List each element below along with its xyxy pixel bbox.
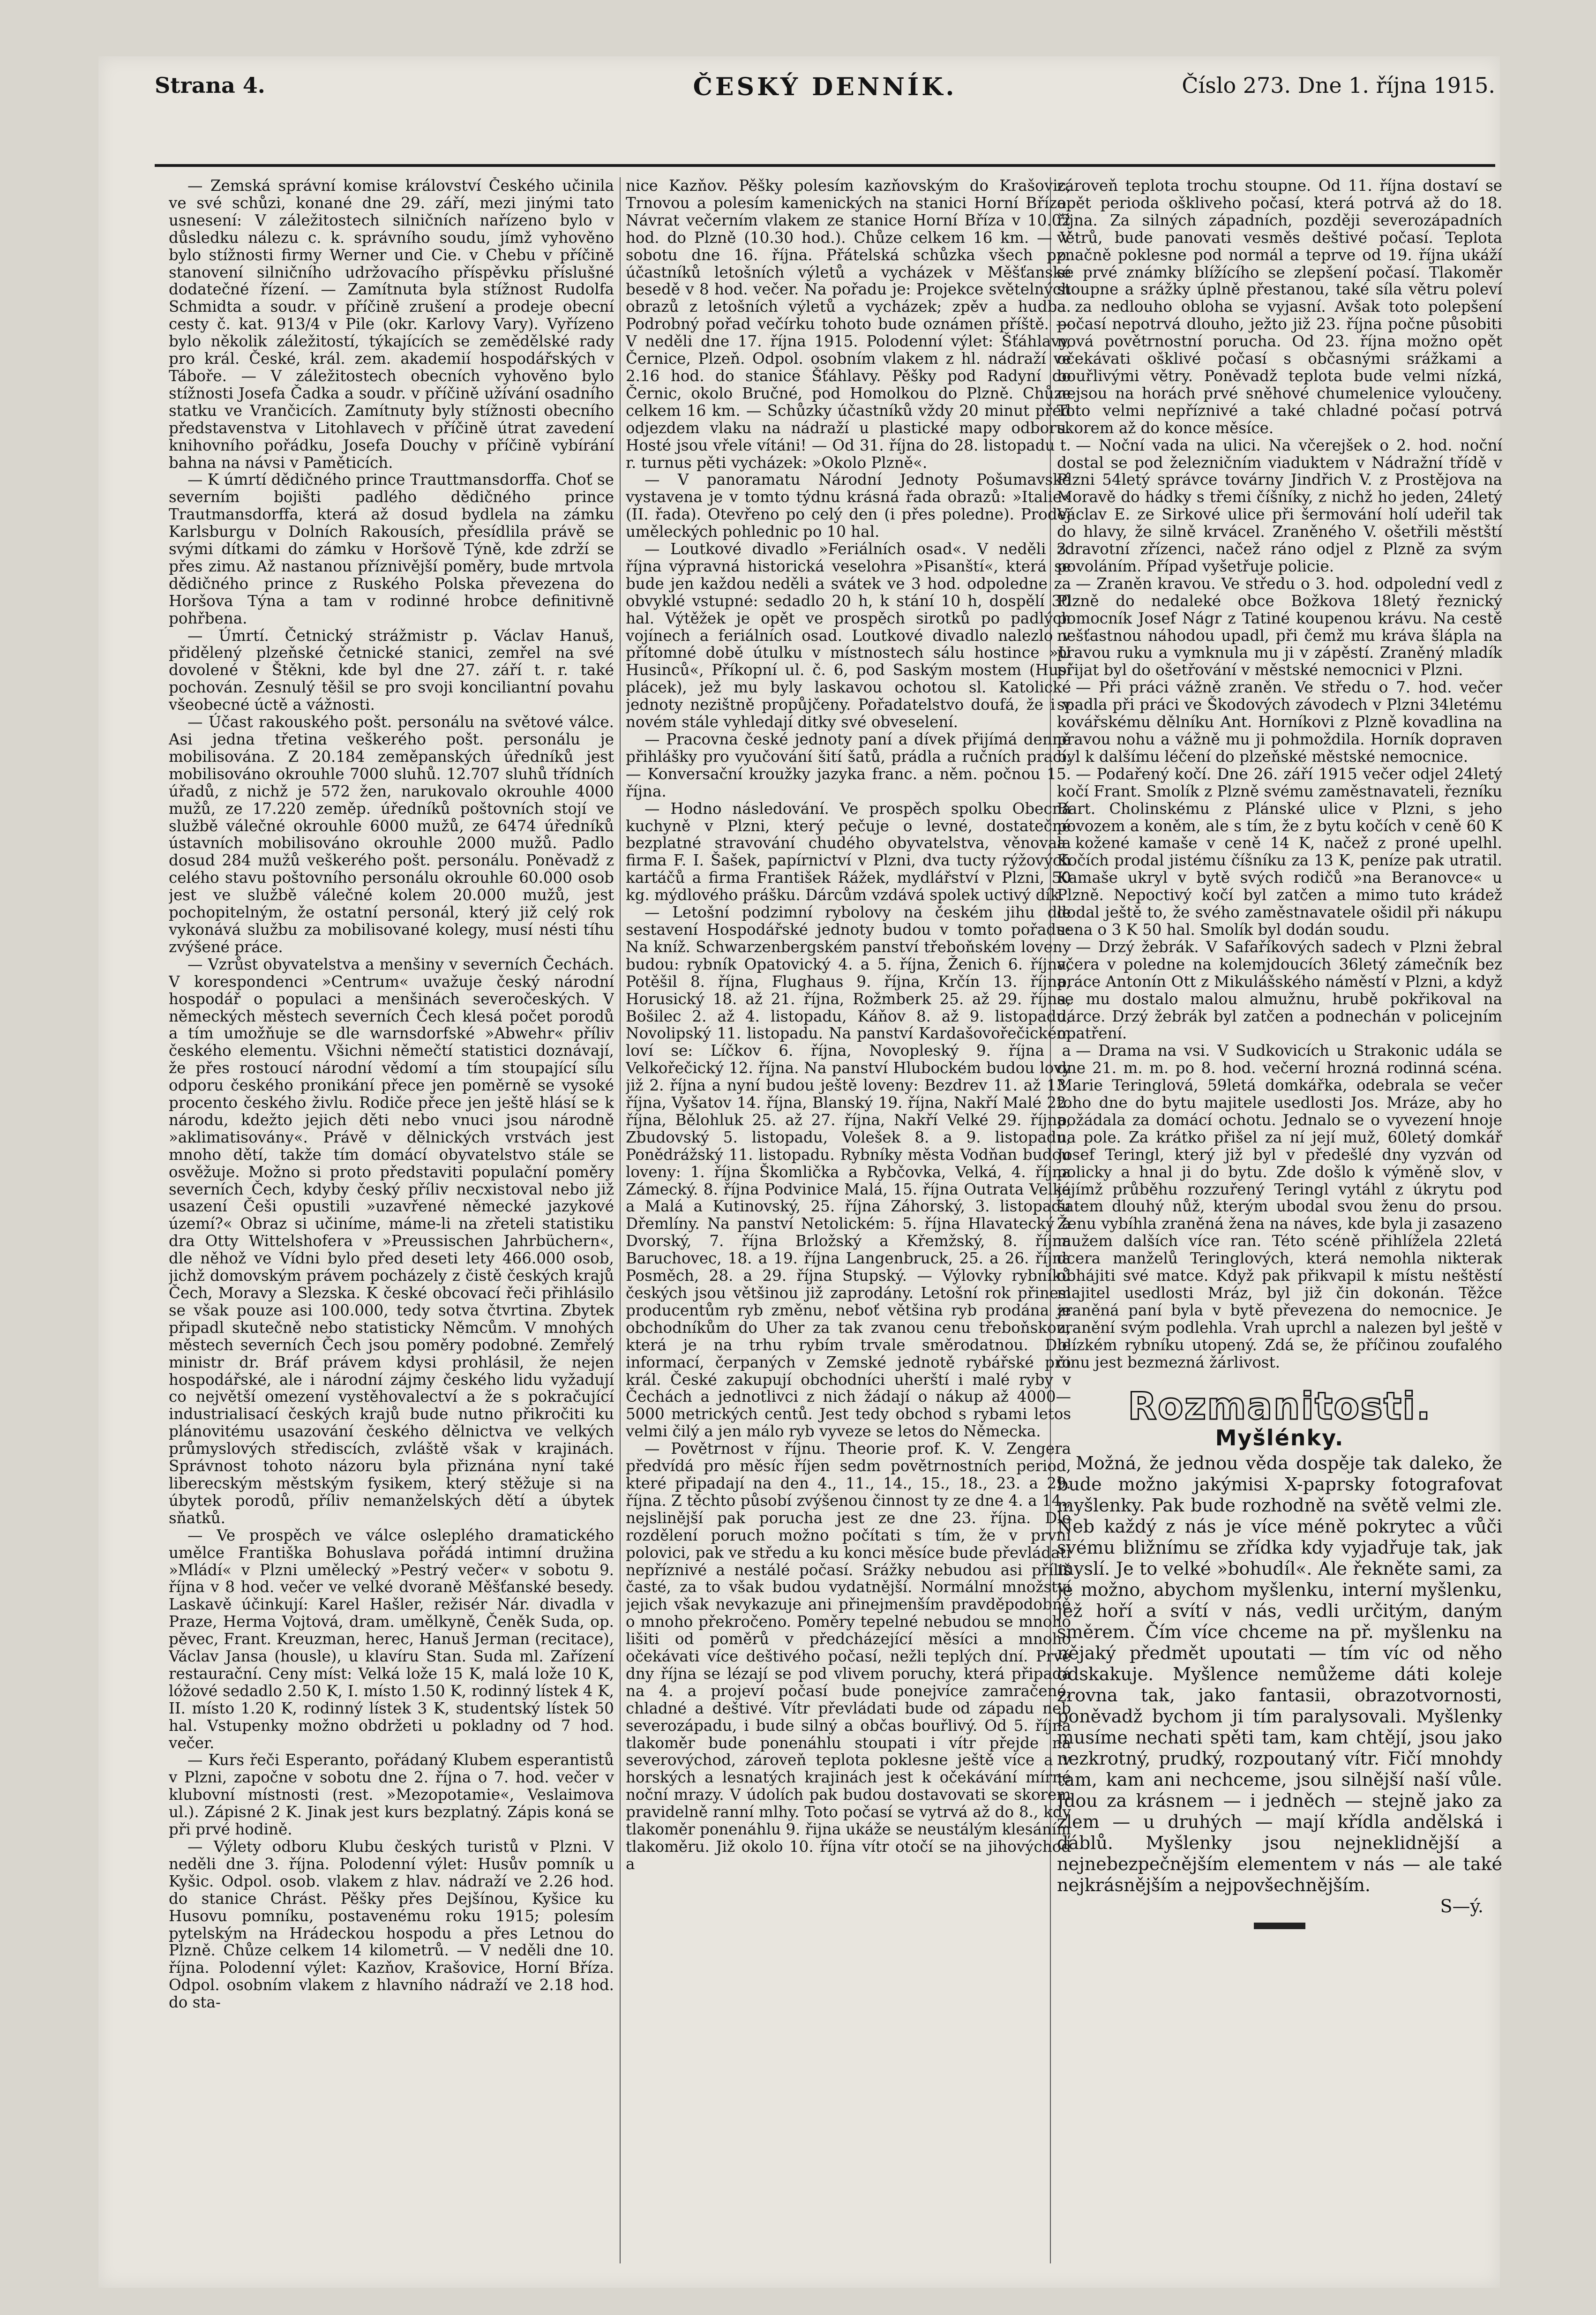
article-pracovna: — Pracovna české jednoty paní a dívek přijímá denně přihlášky pro vyučování šití šatů, prádla a ručních prací. — Konversační kroužky jazyka franc. a něm. počnou 15. října. — [626, 730, 1071, 800]
article-loutkove-divadlo: — Loutkové divadlo »Feriálních osad«. V neděli 3. října výpravná historická veselohra »Pisanští«, která se bude jen každou neděli a svátek ve 3 hod. odpoledne za obvyklé vstupné: sedadlo 20 h, k stání 10 h, dospělí 30 hal. Výtěžek je opět ve prospěch sirotků po padlých vojínech a feriálních osad. Loutkové divadlo nalezlo v přítomné době útulku v místnostech sálu hostince »U Husinců«, Příkopní ul. č. 6, pod Saským mostem (Husí plácek), jež mu byly laskavou ochotou sl. Katolické jednoty nezištně propůjčeny. Pořadatelstvo doufá, že i v novém stále vyhledají ditky své obveselení. — [626, 540, 1071, 731]
article-drzy-zebrak: — Drzý žebrák. V Safaříkových sadech v Plzni žebral včera v poledne na kolemjdoucích 36letý zámečník bez práce Antonín Ott z Mikulášského náměstí v Plzni, a když se mu dostalo malou almužnu, hrubě pokřikoval na dárce. Drzý žebrák byl zatčen a podnechán v policejním opatření. — [1057, 938, 1502, 1043]
column-divider — [620, 177, 621, 2263]
article-post-personal: — Účast rakouského pošt. personálu na světové válce. Asi jedna třetina veškerého pošt. personálu je mobilisována. Z 20.184 zeměpanských úředníků jest mobilisováno okrouhle 7000 sluhů. 12.707 sluhů třídních úřadů, z nichž je 572 žen, narukovalo okrouhle 4000 mužů, ze 17.220 zeměp. úředníků poštovních stojí ve službě válečné okrouhle 6000 mužů, ze 6474 úředníků ústavních mobilisováno okrouhle 2000 mužů. Padlo dosud 284 mužů veškerého pošt. personálu. Poněvadž z celého stavu poštovního personálu okrouhle 60.000 osob jest ve službě válečné kolem 20.000 mužů, jest pochopitelným, že ostatní personál, který již celý rok vykonává službu za mobilisované kolegy, musí nésti tíhu zvýšené práce. — [169, 713, 614, 956]
article-rybolovy: — Letošní podzimní rybolovy na českém jihu dle sestavení Hospodářské jednoty budou v tomto pořadu: Na kníž. Schwarzenbergském panství třeboňském loveny budou: rybník Opatovický 4. a 5. října, Ženich 6. října, Potěšil 8. října, Flughaus 9. října, Krčín 13. října, Horusický 18. až 21. října, Rožmberk 25. až 29. října, Bošilec 2. až 4. listopadu, Káňov 8. až 9. listopadu, Novolipský 11. listopadu. Na panství Kardašovořečickém loví se: Líčkov 6. října, Novopleský 9. října a Velkořečický 12. října. Na panství Hlubockém budou lovy již 2. října a nyní budou ještě loveny: Bezdrev 11. až 13. října, Vyšatov 14. října, Blanský 19. října, Nakří Malé 22. října, Bělohluk 25. až 27. října, Nakří Velké 29. října, Zbudovský 5. listopadu, Volešek 8. a 9. listopadu, Ponědrážský 11. listopadu. Rybníky města Vodňan budou loveny: 1. října Škomlička a Rybčovka, Velká, 4. října Zámecký. 8. října Podvinice Malá, 15. října Outrata Velká a Malá a Kutinovský, 25. října Záhorský, 3. listopadu Dřemlíny. Na panství Netolickém: 5. října Hlavatecký a Dvorský, 7. října Brložský a Křemžský, 8. října Baruchovec, 18. a 19. října Langenbruck, 25. a 26. října Posměch, 28. a 29. října Stupský. — Výlovky rybníků českých jsou většinou již zaprodány. Letošní rok přinesl producentům ryb změnu, neboť většina ryb prodána je obchodníkům do Uher za tak zvanou cenu třeboňskou, která je na trhu rybím trvale směrodatnou. Dle informací, čerpaných v Zemské jednotě rybářské pro král. České zakupují obchodníci uherští i malé ryby v Čechách a jednotlivci z nich žádají o nákup až 4000—5000 metrických centů. Jest tedy obchod s rybami letos velmi čilý a jen málo ryb vyveze se letos do Německa. — [626, 903, 1071, 1441]
page-number: Strana 4. — [155, 73, 265, 98]
column-2 — [626, 177, 1071, 2263]
column-3 — [1057, 177, 1502, 2263]
article-hodno-nasledovani: — Hodno následování. Ve prospěch spolku Obecná kuchyně v Plzni, který pečuje o levné, dostatečné bezplatné stravování chudého obyvatelstva, věnovala firma F. I. Šašek, papírnictví v Plzni, dva tucty rýžových kartáčů a firma František Rážek, mydlářství v Plzni, 50 kg. mýdlového prášku. Dárcům vzdává spolek uctivý dík. — [626, 799, 1071, 904]
article-bohuslav-vecer: — Ve prospěch ve válce osleplého dramatického umělce Františka Bohuslava pořádá intimní družina »Mládí« v Plzni umělecký »Pestrý večer« v sobotu 9. října v 8 hod. večer ve velké dvoraně Měšťanské besedy. Laskavě účinkují: Karel Hašler, režisér Nár. divadla v Praze, Herma Vojtová, dram. umělkyně, Čeněk Suda, op. pěvec, Frant. Kreuzman, herec, Hanuš Jerman (recitace), Václav Jansa (housle), u klavíru Stan. Suda ml. Zařízení restaurační. Ceny míst: Velká lože 15 K, malá lože 10 K, lóžové sedadlo 2.50 K, I. místo 1.50 K, rodinný lístek 4 K, II. místo 1.20 K, rodinný lístek 3 K, studentský lístek 50 hal. Vstupenky možno obdržeti u pokladny od 7 hod. večer. — [169, 1526, 614, 1752]
rozmanitosti-subtitle: Myšlénky. — [1215, 1425, 1344, 1451]
article-nocni-vada: — Noční vada na ulici. Na včerejšek o 2. hod. noční dostal se pod železničním viaduktem v Nádražní třídě v Plzni 54letý správce továrny Jindřich V. z Prostějova na Moravě do hádky s třemi číšníky, z nichž ho jeden, 24letý Václav E. ze Sirkové ulice při šermování holí udeřil tak do hlavy, že silně krvácel. Zraněného V. ošetřili městští zdravotní zřízenci, načež ráno odjel z Plzně za svým povoláním. Případ vyšetřuje policie. — [1057, 436, 1502, 575]
header-rule — [155, 164, 1495, 167]
article-drama-na-vsi: — Drama na vsi. V Sudkovicích u Strakonic udála se dne 21. m. m. po 8. hod. večerní hrozná rodinná scéna. Marie Teringlová, 59letá domkářka, odebrala se večer toho dne do bytu majitele usedlosti Jos. Mráze, aby ho požádala za domácí ochotu. Jednalo se o vyvezení hnoje na pole. Za krátko přišel za ní její muž, 60letý domkář Josef Teringl, který již byl v předešlé dny vyzván od policky a hnal ji do bytu. Zde došlo k výměně slov, v jejímž průběhu rozzuřený Teringl vytáhl z úkrytu pod šatem dlouhý nůž, kterým ubodal svou ženu do prsou. Ženu vybíhla zraněná žena na náves, kde byla ji zasazeno mužem dalších více ran. Této scéně přihlížela 22letá dcera manželů Teringlových, která nemohla nikterak obhájiti své matce. Když pak přikvapil k místu neštěstí majitel usedlosti Mráz, byl již čin dokonán. Těžce zraněná paní byla v bytě převezena do nemocnice. Je zranění svým podlehla. Vrah uprchl a nalezen byl ještě v blízkém rybníku utopený. Zdá se, že příčinou zoufalého činu jest bezmezná žárlivost. — [1057, 1042, 1502, 1371]
article-umrti: — Úmrtí. Četnický strážmistr p. Václav Hanuš, přidělený plzeňské četnické stanici, zemřel na své dovolené v Štěkni, kde byl dne 27. září t. r. také pochován. Zesnulý těšil se pro svoji konciliantní povahu všeobecné úctě a vážnosti. — [169, 626, 614, 714]
article-pri-praci: — Při práci vážně zraněn. Ve středu o 7. hod. večer spadla při práci ve Škodových závodech v Plzni 34letému kovářskému dělníku Ant. Horníkovi z Plzně kovadlina na pravou nohu a vážně mu ji pohmoždila. Horník dopraven byl k dalšímu léčení do plzeňské městské nemocnice. — [1057, 678, 1502, 766]
article-povetrnost-continued: zároveň teplota trochu stoupne. Od 11. října dostaví se opět perioda oškliveho počasí, která potrvá až do 18. října. Za silných západních, později severozápadních větrů, bude panovati vesměs deštivé počasí. Teplota značně poklesne pod normál a teprve od 19. října ukáží se prvé známky blížícího se zlepšení počasí. Tlakoměr stoupne a srážky úplně přestanou, také síla větru poleví a za nedlouho obloha se vyjasní. Avšak toto polepšení počasí nepotrvá dlouho, ježto již 23. října počne působiti nová povětrnostní porucha. Od 23. října možno opět očekávati ošklivé počasí s občasnými srážkami a bouřlivými větry. Poněvadž teplota bude velmi nízká, nejsou na horách prvé sněhové chumelenice vyloučeny. Toto velmi nepříznivé a také chladné počasí potrvá skorem až do konce měsíce. — [1057, 177, 1502, 437]
newspaper-title: ČESKÝ DENNÍK. — [693, 73, 957, 101]
rozmanitosti-section — [1057, 1385, 1502, 1930]
column-1 — [169, 177, 614, 2263]
article-povetrnost: — Povětrnost v říjnu. Theorie prof. K. V. Zengera předvídá pro měsíc říjen sedm povětrnostních period, které připadají na den 4., 11., 14., 15., 18., 23. a 29. října. Z těchto působí zvýšenou činnost ty ze dne 4. a 14., nejslinější pak porucha jest ze dne 23. října. Dle rozdělení poruch možno počítati s tím, že v první polovici, pak ve středu a ku konci měsíce bude převládati nepříznivé a nestálé počasí. Srážky nebudou asi příliš časté, za to však budou vydatnější. Normální množství jejich však nevykazuje ani přinejmenším pravděpodobně o mnoho překročeno. Poměry tepelné nebudou se mnoho lišiti od poměrů v předcházející měsíci a mnoho očekávati více deštivého počasí, nežli teplých dní. Prvé dny října se lézají se pod vlivem poruchy, která připadá na 4. a projeví počasí bude ponejvíce zamračené, chladné a deštivé. Vítr převládati bude od západu neb severozápadu, i bude silný a občas bouřlivý. Od 5. října tlakoměr bude ponenáhlu stoupati i vítr přejde na severovýchod, zároveň teplota poklesne ještě více a v horských a lesnatých krajinách jest k očekávání mírné noční mrazy. V údolích pak budou dostavovati se skorem pravidelně ranní mlhy. Toto počasí se vytrvá až do 8., kdy tlakoměr ponenáhlu 9. řijna ukáže se neustálým klesáním tlakoměru. Již okolo 10. října vítr otočí se na jihovýchod a — [626, 1440, 1071, 1873]
rozmanitosti-signature: S—ý. — [1440, 1896, 1484, 1917]
article-podareny-koci: — Podařený kočí. Dne 26. září 1915 večer odjel 24letý kočí Frant. Smolík z Plzně svému zaměstnavateli, řezníku Bart. Cholinskému z Plánské ulice v Plzni, s jeho povozem a koněm, ale s tím, že z bytu kočích v ceně 60 K a kožené kamaše v ceně 14 K, načež z proné upelhl. Kočích prodal jistému číšníku za 13 K, peníze pak utratil. Kamaše ukryl v bytě svých rodičů »na Beranovce« u Plzně. Nepoctivý kočí byl zatčen a mimo tuto krádež dodal ještě to, že svého zaměstnavatele ošidil při nákupu sena o 3 K 50 hal. Smolík byl dodán soudu. — [1057, 765, 1502, 939]
article-vylety-kct: — Výlety odboru Klubu českých turistů v Plzni. V neděli dne 3. října. Polodenní výlet: Husův pomník u Kyšic. Odpol. osob. vlakem z hlav. nádraží ve 2.26 hod. do stanice Chrást. Pěšky přes Dejšínou, Kyšice ku Husovu pomníku, postavenému roku 1915; polesím pytelským na Hrádeckou hospodu a přes Letnou do Plzně. Chůze celkem 14 kilometrů. — V neděli dne 10. října. Polodenní výlet: Kazňov, Krašovice, Horní Bříza. Odpol. osobním vlakem z hlavního nádraží ve 2.18 hod. do sta- — [169, 1838, 614, 2012]
issue-date: Číslo 273. Dne 1. října 1915. — [1182, 73, 1495, 98]
rozmanitosti-title: Rozmanitosti. — [1128, 1384, 1431, 1428]
article-panorama: — V panoramatu Národní Jednoty Pošumavské vystavena je v tomto týdnu krásná řada obrazů: »Italie« (II. řada). Otevřeno po celý den (i přes poledne). Prodej uměleckých pohlednic po 10 hal. — [626, 471, 1071, 541]
article-umrti-prince: — K úmrtí dědičného prince Trauttmansdorffa. Choť se severním bojišti padlého dědičného prince Trautmansdorffa, která až dosud bydlela na zámku Karlsburgu v Dolních Rakousích, přesídlila právě se svými dítkami do zámku v Horšově Týně, kde zdrží se přes zimu. Až nastanou příznivější poměry, bude mrtvola dědičného prince z Ruského Polska převezena do Horšova Týna a tam v rodinné hrobce definitivně pohřbena. — [169, 471, 614, 627]
rozmanitosti-text: Možná, že jednou věda dospěje tak daleko, že bude možno jakýmisi X-paprsky fotografovat myšlenky. Pak bude rozhodně na světě velmi zle. Neb každý z nás je více méně pokrytec a vůči svému bližnímu se zřídka kdy vyjadřuje tak, jak myslí. Je to velké »bohudíl«. Ale řekněte sami, za je možno, abychom myšlenku, interní myšlenku, jež hoří a svítí v nás, vedli určitým, daným směrem. Čím více chceme na př. myšlenku na nějaký předmět upoutati — tím víc od něho odskakuje. Myšlence nemůžeme dáti koleje zrovna tak, jako fantasii, obrazotvornosti, poněvadž bychom ji tím paralysovali. Myšlenky musíme nechati spěti tam, kam chtějí, jsou jako nezkrotný, prudký, rozpoutaný vítr. Fičí mnohdy tam, kam ani nechceme, jsou silnější naší vůle. Jdou za krásnem — i jedněch — stejně jako za zlem — u druhých — mají křídla andělská i ďáblů. Myšlenky jsou nejneklidnější a nejnebezpečnějším elementem v nás — ale také nejkrásnějším a nejpovšechnějším. — [1057, 1453, 1502, 1896]
article-zemska-komise: — Zemská správní komise království Českého učinila ve své schůzi, konané dne 29. září, mezi jinými tato usnesení: V záležitostech silničních nařízeno bylo v důsledku nálezu c. k. správního soudu, jímž vyhověno bylo stížnosti firmy Werner und Cie. v Chebu v příčině stanovení silničního udržovacího příspěvku příslušné dodatečné řízení. — Zamítnuta byla stížnost Rudolfa Schmidta a soudr. v příčině zrušení a prodeje obecní cesty č. kat. 913/4 v Pile (okr. Karlovy Vary). Vyřízeno bylo několik záležitostí, týkajících se zemědělské rady pro král. České, král. zem. akademií hospodářských v Táboře. — V záležitostech obecních vyhověno bylo stížnosti Josefa Čadka a soudr. v příčině užívání osadního statku ve Vrančicích. Zamítnuty byly stížnosti obecního představenstva v Litohlavech v příčině útrat zavedení knihovního pořádku, Josefa Douchy v příčině vybírání bahna na návsi v Paměticích. — [169, 177, 614, 472]
masthead — [155, 73, 1495, 105]
rozmanitosti-body — [1057, 1453, 1502, 1917]
article-vzrust-obyvatelstva: — Vzrůst obyvatelstva a menšiny v severních Čechách. V korespondenci »Centrum« uvažuje český národní hospodář o populaci a menšinách severočeských. V německých městech severních Čech klesá počet porodů a tím umožňuje se dle warnsdorfské »Abwehr« příliv českého elementu. Všichni němečtí statistici doznávají, že přes rostoucí národní vědomí a tím stoupající sílu odporu českého pronikání přece jen poměrně se vysoké procento českého živlu. Rodiče přece jen ještě hlásí se k národu, kdežto jejich děti nebo vnuci jsou národně »aklimatisovány«. Právě v dělnických vrstvách jest mnoho dětí, takže tím domácí obyvatelstvo stále se osvěžuje. Možno si proto představiti populační poměry severních Čech, kdyby český příliv necxistoval nebo již usazení Češi opustili »uzavřené německé jazykové území?« Obraz si učiníme, máme-li na zřeteli statistiku dra Otty Wittelshofera v »Preussischen Jahrbüchern«, dle něhož ve Vídni bylo před deseti lety 466.000 osob, jichž domovským právem pocházely z čistě českých krajů Čech, Moravy a Slezska. K české obcovací řeči přihlásilo se však pouze asi 100.000, tedy sotva čtvrtina. Zbytek připadl skutečně nebo statisticky Němcům. V mnohých městech severních Čech jsou poměry podobné. Zemřelý ministr dr. Bráf právem kdysi prohlásil, že nejen hospodářské, ale i národní zájmy českého lidu vyžadují co největší omezení vystěhovalectví a že s pokračující industrialisací českých krajů bude nutno přikročiti ku plánovitému usazování českého dělnictva ve velkých průmyslových střediscích, zvláště však v krajinách. Správnost tohoto názoru byla přiznána nyní také liberecským městským fysikem, který stěžuje si na úbytek porodů, příliv nemanželských dětí a úbytek sňatků. — [169, 955, 614, 1527]
article-kurs-esperanto: — Kurs řeči Esperanto, pořádaný Klubem esperantistů v Plzni, započne v sobotu dne 2. října o 7. hod. večer v klubovní místnosti (rest. »Mezopotamie«, Veslaimova ul.). Zápisné 2 K. Jinak jest kurs bezplatný. Zápis koná se při prvé hodině. — [169, 1751, 614, 1839]
end-ornament — [1254, 1923, 1305, 1929]
article-vylety-continued: nice Kazňov. Pěšky polesím kazňovským do Krašovic, Trnovou a polesím kamenických na stanici Horní Bříza. Návrat večerním vlakem ze stanice Horní Bříza v 10.02 hod. do Plzně (10.30 hod.). Chůze celkem 16 km. — V sobotu dne 16. října. Přátelská schůzka všech pp. účastníků letošních výletů a vycházek v Měšťanské besedě v 8 hod. večer. Na pořadu je: Projekce světelných obrazů z letošních výletů a vycházek; zpěv a hudba. Podrobný pořad večírku tohoto bude oznámen příště. — V neděli dne 17. října 1915. Polodenní výlet: Šťáhlavy, Černice, Plzeň. Odpol. osobním vlakem z hl. nádraží ve 2.16 hod. do stanice Šťáhlavy. Pěšky pod Radyní do Černic, okolo Bručné, pod Homolkou do Plzně. Chůze celkem 16 km. — Schůzky účastníků vždy 20 minut před odjezdem vlaku na nádraží u plastické mapy odboru. Hosté jsou vřele vítáni! — Od 31. října do 28. listopadu t. r. turnus pěti vycházek: »Okolo Plzně«. — [626, 177, 1071, 472]
article-zranen-kravou: — Zraněn kravou. Ve středu o 3. hod. odpolední vedl z Plzně do nedaleké obce Božkova 18letý řeznický pomocník Josef Nágr z Tatiné koupenou krávu. Na cestě nešťastnou náhodou upadl, při čemž mu kráva šlápla na pravou ruku a vymknula mu ji v zápěstí. Zraněný mladík přijat byl do ošetřování v městské nemocnici v Plzni. — [1057, 574, 1502, 679]
